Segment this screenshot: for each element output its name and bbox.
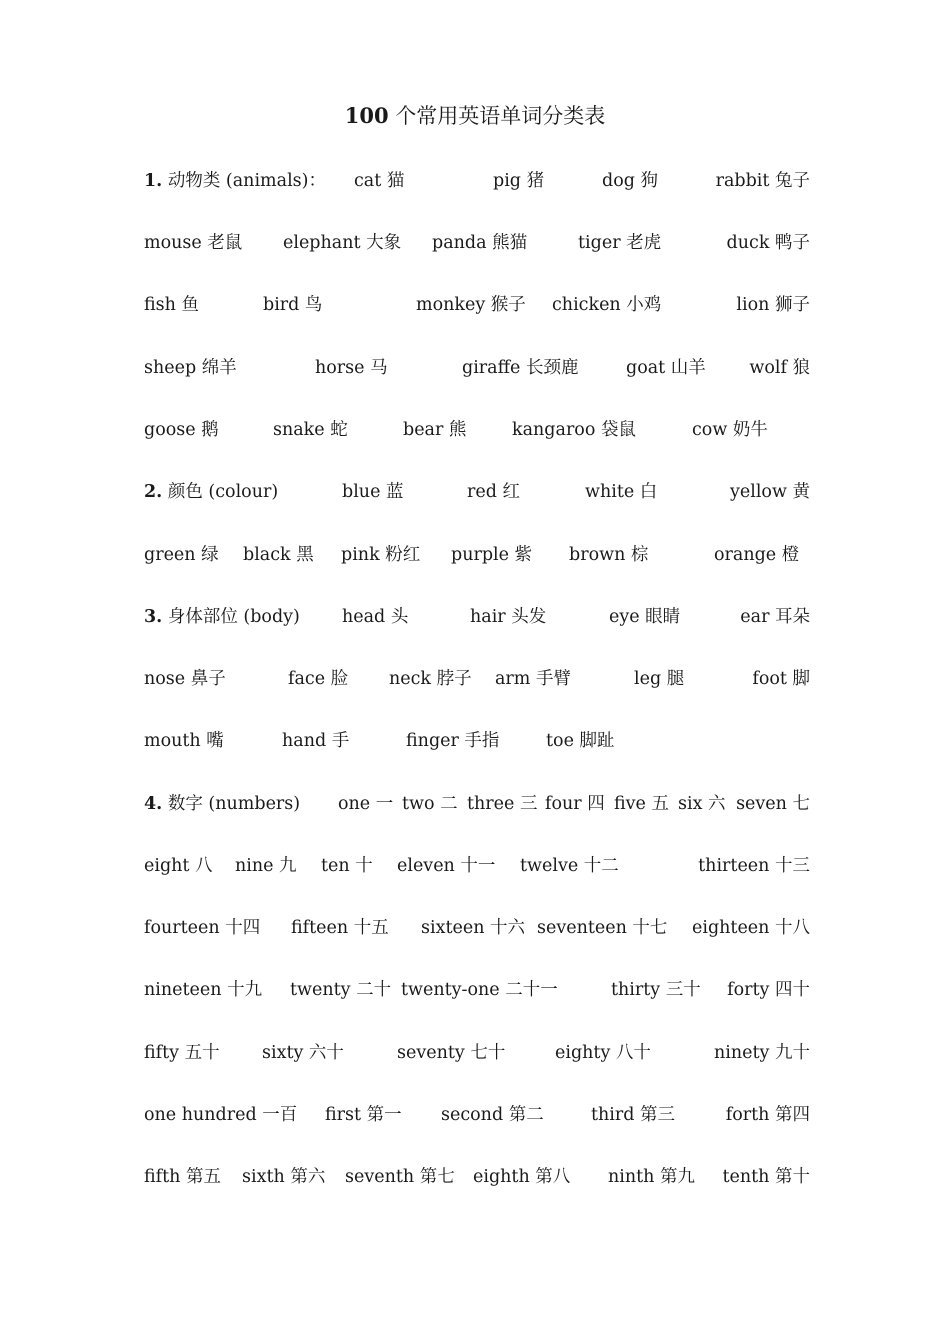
word-ten: ten 十 [321,856,373,876]
word-fish: fish 鱼 [144,295,199,315]
word-twelve: twelve 十二 [520,856,619,876]
word-first: first 第一 [325,1105,402,1125]
word-tenth: tenth 第十 [722,1167,810,1187]
section-title: 颜色 (colour) [162,482,279,502]
word-seventy: seventy 七十 [397,1043,506,1063]
word-pink: pink 粉红 [341,545,421,565]
word-sheep: sheep 绵羊 [144,358,237,378]
word-seven: seven 七 [736,794,810,814]
body-row-1 [144,602,810,632]
section-number: 2. [144,482,163,502]
section-heading-animals [144,166,326,196]
title-number: 100 [344,103,389,128]
word-panda: panda 熊猫 [432,233,528,253]
title-text: 个常用英语单词分类表 [388,104,606,128]
word-two: two 二 [402,794,458,814]
word-dog: dog 狗 [602,171,659,191]
word-rabbit: rabbit 兔子 [715,171,810,191]
word-fourteen: fourteen 十四 [144,918,261,938]
word-elephant: elephant 大象 [283,233,402,253]
word-finger: finger 手指 [406,731,500,751]
word-eight: eight 八 [144,856,213,876]
colour-row-1 [144,477,810,507]
word-kangaroo: kangaroo 袋鼠 [512,420,636,440]
page-title [0,100,950,132]
numbers-row-7 [144,1162,810,1192]
word-mouth: mouth 嘴 [144,731,224,751]
word-thirteen: thirteen 十三 [698,856,810,876]
word-sixteen: sixteen 十六 [421,918,526,938]
word-forty: forty 四十 [727,980,810,1000]
word-neck: neck 脖子 [389,669,472,689]
word-twenty-one: twenty-one 二十一 [401,980,558,1000]
word-toe: toe 脚趾 [546,731,615,751]
word-brown: brown 棕 [569,545,649,565]
word-eye: eye 眼睛 [609,607,681,627]
section-heading-body [144,602,300,632]
word-face: face 脸 [288,669,349,689]
word-ninety: ninety 九十 [714,1043,810,1063]
animals-row-5 [144,415,810,445]
word-four: four 四 [545,794,605,814]
word-duck: duck 鸭子 [726,233,810,253]
body-row-2 [144,664,810,694]
section-number: 3. [144,607,163,627]
word-snake: snake 蛇 [273,420,348,440]
body-row-3 [144,726,810,756]
word-ear: ear 耳朵 [740,607,810,627]
word-mouse: mouse 老鼠 [144,233,243,253]
animals-row-4 [144,353,810,383]
word-sixth: sixth 第六 [242,1167,326,1187]
numbers-row-5 [144,1038,810,1068]
word-nose: nose 鼻子 [144,669,226,689]
word-foot: foot 脚 [752,669,810,689]
word-chicken: chicken 小鸡 [552,295,662,315]
section-number: 4. [144,794,163,814]
word-twenty: twenty 二十 [290,980,392,1000]
word-blue: blue 蓝 [342,482,404,502]
word-giraffe: giraffe 长颈鹿 [462,358,579,378]
section-heading-colour [144,477,278,507]
word-bear: bear 熊 [403,420,467,440]
numbers-row-4 [144,975,810,1005]
word-five: five 五 [614,794,669,814]
word-white: white 白 [585,482,658,502]
animals-row-1 [144,166,810,196]
word-monkey: monkey 猴子 [416,295,526,315]
word-bird: bird 鸟 [263,295,323,315]
numbers-row-6 [144,1100,810,1130]
word-fifteen: fifteen 十五 [291,918,389,938]
word-horse: horse 马 [315,358,388,378]
word-purple: purple 紫 [451,545,533,565]
numbers-row-2 [144,851,810,881]
word-red: red 红 [467,482,520,502]
word-one: one 一 [338,794,394,814]
word-hair: hair 头发 [470,607,547,627]
word-eighty: eighty 八十 [555,1043,651,1063]
section-title: 动物类 (animals)： [162,171,326,191]
word-yellow: yellow 黄 [729,482,810,502]
word-thirty: thirty 三十 [611,980,701,1000]
word-cow: cow 奶牛 [692,420,768,440]
word-goose: goose 鹅 [144,420,219,440]
word-green: green 绿 [144,545,219,565]
section-title: 数字 (numbers) [162,794,301,814]
word-fifth: fifth 第五 [144,1167,222,1187]
word-orange: orange 橙 [714,545,800,565]
word-eighteen: eighteen 十八 [691,918,810,938]
word-lion: lion 狮子 [736,295,810,315]
section-title: 身体部位 (body) [162,607,300,627]
word-eleven: eleven 十一 [397,856,496,876]
word-eighth: eighth 第八 [473,1167,571,1187]
word-cat: cat 猫 [354,171,405,191]
word-seventh: seventh 第七 [345,1167,455,1187]
word-third: third 第三 [591,1105,676,1125]
word-leg: leg 腿 [634,669,685,689]
word-head: head 头 [342,607,409,627]
word-wolf: wolf 狼 [749,358,810,378]
animals-row-2 [144,228,810,258]
section-number: 1. [144,171,163,191]
word-sixty: sixty 六十 [262,1043,344,1063]
section-heading-numbers [144,789,300,819]
word-tiger: tiger 老虎 [578,233,662,253]
word-ninth: ninth 第九 [608,1167,696,1187]
numbers-row-1 [144,789,810,819]
numbers-row-3 [144,913,810,943]
word-black: black 黑 [243,545,314,565]
colour-row-2 [144,540,810,570]
word-one-hundred: one hundred 一百 [144,1105,298,1125]
word-fifty: fifty 五十 [144,1043,220,1063]
word-nine: nine 九 [235,856,297,876]
word-goat: goat 山羊 [626,358,706,378]
word-pig: pig 猪 [493,171,545,191]
word-nineteen: nineteen 十九 [144,980,263,1000]
word-three: three 三 [467,794,538,814]
word-hand: hand 手 [282,731,350,751]
word-second: second 第二 [441,1105,544,1125]
word-six: six 六 [678,794,726,814]
word-seventeen: seventeen 十七 [537,918,668,938]
animals-row-3 [144,290,810,320]
word-forth: forth 第四 [725,1105,810,1125]
word-arm: arm 手臂 [495,669,571,689]
